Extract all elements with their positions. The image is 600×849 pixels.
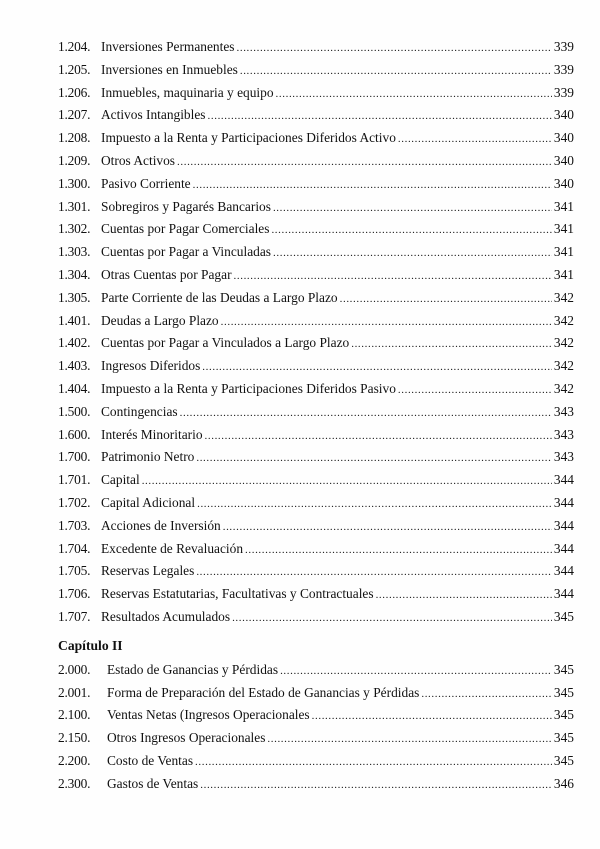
toc-entry [58, 332, 574, 355]
toc-entry-number: 1.301. [58, 198, 91, 214]
toc-leader-dots [202, 356, 552, 379]
toc-entry-page: 345 [553, 608, 574, 624]
toc-entry-title: Pasivo Corriente [101, 175, 191, 191]
toc-entry-page: 339 [553, 84, 574, 100]
toc-entry-page: 340 [553, 130, 574, 146]
toc-leader-dots [421, 683, 552, 706]
toc-entry-page: 344 [553, 540, 574, 556]
toc-leader-dots [267, 728, 552, 751]
toc-entry [58, 82, 574, 105]
toc-leader-dots [245, 539, 552, 562]
toc-entry-number: 1.207. [58, 107, 91, 123]
toc-entry-page: 342 [553, 335, 574, 351]
toc-leader-dots [376, 584, 552, 607]
toc-entry [58, 378, 574, 401]
toc-entry-title: Gastos de Ventas [107, 775, 199, 791]
toc-entry-title: Impuesto a la Renta y Participaciones Diferidos Pasivo [101, 380, 396, 396]
toc-entry-number: 1.401. [58, 312, 91, 328]
toc-entry [58, 104, 574, 127]
toc-entry-page: 340 [553, 152, 574, 168]
toc-entry-page: 345 [553, 707, 574, 723]
toc-entry-title: Impuesto a la Renta y Participaciones Diferidos Activo [101, 130, 396, 146]
toc-entry [58, 727, 574, 750]
toc-entry-number: 1.208. [58, 130, 91, 146]
toc-entry-page: 340 [553, 175, 574, 191]
toc-entry-number: 1.300. [58, 175, 91, 191]
toc-entry [58, 606, 574, 629]
toc-entry-title: Cuentas por Pagar a Vinculados a Largo Plazo [101, 335, 350, 351]
toc-leader-dots [195, 751, 552, 774]
toc-leader-dots [232, 607, 552, 630]
toc-entry-page: 344 [553, 586, 574, 602]
toc-leader-dots [142, 470, 552, 493]
toc-entry-title: Otros Activos [101, 152, 176, 168]
toc-entry-title: Reservas Estatutarias, Facultativas y Contractuales [101, 586, 374, 602]
toc-entry [58, 424, 574, 447]
toc-entry-page: 342 [553, 358, 574, 374]
toc-entry-title: Costo de Ventas [107, 752, 194, 768]
toc-entry-number: 1.209. [58, 152, 91, 168]
toc-entry-page: 345 [553, 661, 574, 677]
toc-entry-page: 344 [553, 563, 574, 579]
toc-entry-page: 343 [553, 426, 574, 442]
toc-leader-dots [398, 379, 552, 402]
toc-leader-dots [200, 774, 552, 797]
toc-entry-number: 1.705. [58, 563, 91, 579]
toc-entry-page: 343 [553, 403, 574, 419]
toc-entry-title: Parte Corriente de las Deudas a Largo Plazo [101, 289, 338, 305]
toc-entry-number: 1.600. [58, 426, 91, 442]
toc-entry-page: 342 [553, 312, 574, 328]
toc-entry-number: 1.206. [58, 84, 91, 100]
toc-leader-dots [223, 516, 552, 539]
toc-entry-title: Inversiones Permanentes [101, 39, 235, 54]
toc-entry-title: Interés Minoritario [101, 426, 203, 442]
toc-entry-number: 1.303. [58, 244, 91, 260]
toc-entry-title: Deudas a Largo Plazo [101, 312, 219, 328]
toc-entry-page: 345 [553, 752, 574, 768]
toc-entry-number: 1.702. [58, 494, 91, 510]
toc-entry-number: 1.304. [58, 266, 91, 282]
table-of-contents [58, 36, 574, 796]
toc-entry-title: Contingencias [101, 403, 178, 419]
toc-entry-title: Inmuebles, maquinaria y equipo [101, 84, 274, 100]
toc-entry-number: 1.305. [58, 289, 91, 305]
toc-entry-page: 342 [553, 380, 574, 396]
toc-entry-title: Capital Adicional [101, 494, 196, 510]
toc-leader-dots [273, 242, 552, 265]
toc-entry-number: 1.205. [58, 61, 91, 77]
toc-entry [58, 218, 574, 241]
toc-leader-dots [351, 333, 552, 356]
toc-leader-dots [340, 288, 552, 311]
toc-entry [58, 704, 574, 727]
toc-entry [58, 196, 574, 219]
toc-entry [58, 59, 574, 82]
toc-entry-page: 339 [553, 61, 574, 77]
toc-entry [58, 150, 574, 173]
toc-section-2 [58, 659, 574, 796]
toc-entry-page: 344 [553, 494, 574, 510]
toc-entry-number: 1.706. [58, 586, 91, 602]
toc-entry-title: Otras Cuentas por Pagar [101, 266, 232, 282]
toc-entry-number: 2.100. [58, 707, 91, 723]
toc-entry-title: Inversiones en Inmuebles [101, 61, 238, 77]
toc-entry-page: 343 [553, 449, 574, 465]
toc-leader-dots [280, 660, 552, 683]
toc-entry-page: 345 [553, 684, 574, 700]
toc-entry-page: 344 [553, 472, 574, 488]
toc-entry-title: Patrimonio Netro [101, 449, 195, 465]
toc-leader-dots [312, 705, 552, 728]
toc-entry-number: 2.001. [58, 684, 91, 700]
toc-entry-title: Ingresos Diferidos [101, 358, 201, 374]
toc-leader-dots [237, 37, 552, 60]
toc-entry-page: 340 [553, 107, 574, 123]
toc-entry [58, 446, 574, 469]
toc-entry [58, 750, 574, 773]
toc-leader-dots [240, 60, 552, 83]
toc-entry-title: Excedente de Revaluación [101, 540, 244, 556]
toc-leader-dots [196, 447, 552, 470]
toc-entry-title: Cuentas por Pagar a Vinculadas [101, 244, 272, 260]
toc-leader-dots [221, 311, 552, 334]
toc-leader-dots [398, 128, 552, 151]
toc-entry [58, 264, 574, 287]
toc-entry-page: 346 [553, 775, 574, 791]
toc-entry-number: 1.701. [58, 472, 91, 488]
toc-entry [58, 583, 574, 606]
toc-entry [58, 773, 574, 796]
toc-section-1 [58, 36, 574, 629]
toc-entry-title: Forma de Preparación del Estado de Ganancias y Pérdidas [107, 684, 420, 700]
toc-entry [58, 241, 574, 264]
toc-leader-dots [180, 402, 552, 425]
toc-leader-dots [234, 265, 552, 288]
toc-entry-number: 1.302. [58, 221, 91, 237]
toc-entry-title: Capital [101, 472, 140, 488]
toc-entry-number: 1.404. [58, 380, 91, 396]
toc-entry-number: 2.000. [58, 661, 91, 677]
toc-entry-page: 339 [553, 39, 574, 54]
toc-entry-page: 341 [553, 244, 574, 260]
toc-entry [58, 515, 574, 538]
toc-entry [58, 127, 574, 150]
toc-leader-dots [193, 174, 552, 197]
toc-entry-page: 341 [553, 266, 574, 282]
toc-entry-page: 345 [553, 730, 574, 746]
toc-entry-title: Cuentas por Pagar Comerciales [101, 221, 270, 237]
toc-entry [58, 173, 574, 196]
toc-leader-dots [205, 425, 552, 448]
toc-entry-page: 341 [553, 198, 574, 214]
toc-entry-title: Reservas Legales [101, 563, 195, 579]
toc-entry-title: Resultados Acumulados [101, 608, 231, 624]
toc-entry-number: 1.402. [58, 335, 91, 351]
toc-entry-page: 344 [553, 517, 574, 533]
toc-entry [58, 492, 574, 515]
toc-entry [58, 469, 574, 492]
toc-entry [58, 560, 574, 583]
toc-leader-dots [276, 83, 552, 106]
toc-entry-number: 1.704. [58, 540, 91, 556]
toc-entry-number: 1.707. [58, 608, 91, 624]
toc-entry-number: 1.500. [58, 403, 91, 419]
toc-entry-title: Otros Ingresos Operacionales [107, 730, 266, 746]
toc-entry-title: Sobregiros y Pagarés Bancarios [101, 198, 271, 214]
toc-entry [58, 36, 574, 59]
toc-leader-dots [273, 197, 552, 220]
toc-entry-number: 1.703. [58, 517, 91, 533]
toc-entry-title: Activos Intangibles [101, 107, 206, 123]
toc-entry-number: 2.300. [58, 775, 91, 791]
toc-entry-page: 342 [553, 289, 574, 305]
toc-entry [58, 682, 574, 705]
toc-entry-number: 1.204. [58, 39, 91, 54]
toc-entry [58, 538, 574, 561]
toc-entry-number: 2.200. [58, 752, 91, 768]
toc-leader-dots [196, 561, 552, 584]
chapter-heading: Capítulo II [58, 637, 123, 653]
toc-entry-number: 1.403. [58, 358, 91, 374]
toc-leader-dots [197, 493, 552, 516]
toc-entry [58, 355, 574, 378]
toc-entry [58, 287, 574, 310]
toc-entry-number: 1.700. [58, 449, 91, 465]
toc-leader-dots [208, 105, 552, 128]
toc-entry-number: 2.150. [58, 730, 91, 746]
toc-leader-dots [177, 151, 552, 174]
toc-entry [58, 310, 574, 333]
toc-entry-title: Acciones de Inversión [101, 517, 221, 533]
toc-entry-title: Ventas Netas (Ingresos Operacionales [107, 707, 310, 723]
toc-leader-dots [271, 219, 551, 242]
toc-entry-page: 341 [553, 221, 574, 237]
toc-entry-title: Estado de Ganancias y Pérdidas [107, 661, 279, 677]
toc-entry [58, 401, 574, 424]
toc-entry [58, 659, 574, 682]
